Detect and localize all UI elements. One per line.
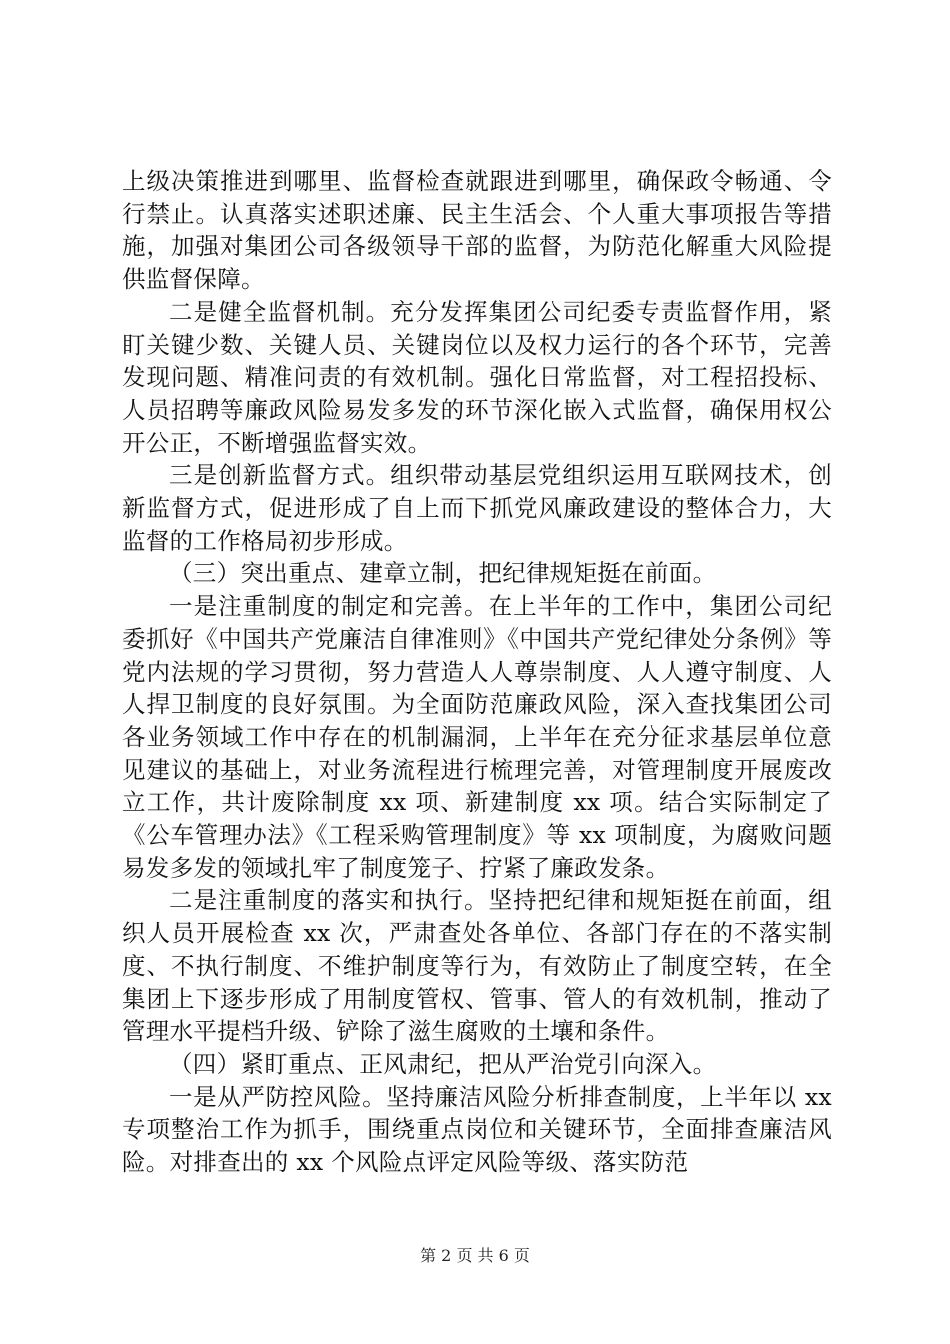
paragraph-6: 一是从严防控风险。坚持廉洁风险分析排查制度，上半年以 xx 专项整治工作为抓手，围绕重点岗位和关键环节，全面排查廉洁风险。对排查出的 xx 个风险点评定风险等级、落实防范 xyxy=(122,1082,832,1177)
paragraph-3: 三是创新监督方式。组织带动基层党组织运用互联网技术，创新监督方式，促进形成了自上而下抓党风廉政建设的整体合力，大监督的工作格局初步形成。 xyxy=(122,461,832,555)
page-footer: 第 2 页 共 6 页 xyxy=(420,1246,530,1265)
paragraph-1: 上级决策推进到哪里、监督检查就跟进到哪里，确保政令畅通、令行禁止。认真落实述职述廉、民主生活会、个人重大事项报告等措施，加强对集团公司各级领导干部的监督，为防范化解重大风险提供监督保障。 xyxy=(122,167,832,294)
section-heading-3: （三）突出重点、建章立制，把纪律规矩挺在前面。 xyxy=(169,559,717,588)
paragraph-4: 一是注重制度的制定和完善。在上半年的工作中，集团公司纪委抓好《中国共产党廉洁自律准则》《中国共产党纪律处分条例》等党内法规的学习贯彻，努力营造人人尊崇制度、人人遵守制度、人人捍卫制度的良好氛围。为全面防范廉政风险，深入查找集团公司各业务领域工作中存在的机制漏洞，上半年在充分征求基层单位意见建议的基础上，对业务流程进行梳理完善，对管理制度开展废改立工作，共计废除制度 xx 项、新建制度 xx 项。结合实际制定了《公车管理办法》《工程采购管理制度》等 xx 项制度，为腐败问题易发多发的领域扎牢了制度笼子、拧紧了廉政发条。 xyxy=(122,592,832,882)
paragraph-5: 二是注重制度的落实和执行。坚持把纪律和规矩挺在前面，组织人员开展检查 xx 次，严肃查处各单位、各部门存在的不落实制度、不执行制度、不维护制度等行为，有效防止了制度空转，在全集团上下逐步形成了用制度管权、管事、管人的有效机制，推动了管理水平提档升级、铲除了滋生腐败的土壤和条件。 xyxy=(122,886,832,1046)
document-body xyxy=(122,165,832,1179)
paragraph-2: 二是健全监督机制。充分发挥集团公司纪委专责监督作用，紧盯关键少数、关键人员、关键岗位以及权力运行的各个环节，完善发现问题、精准问责的有效机制。强化日常监督，对工程招投标、人员招聘等廉政风险易发多发的环节深化嵌入式监督，确保用权公开公正，不断增强监督实效。 xyxy=(122,297,832,457)
section-heading-4: （四）紧盯重点、正风肃纪，把从严治党引向深入。 xyxy=(169,1049,717,1078)
